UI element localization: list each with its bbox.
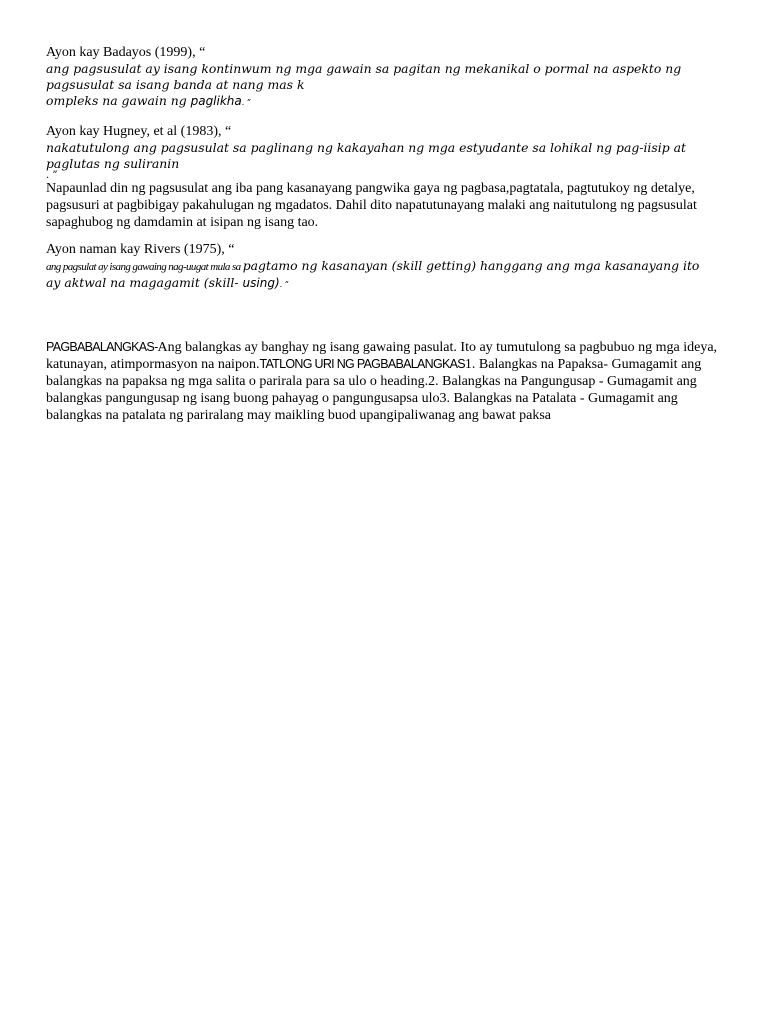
balangkas-types: 1. Balangkas na Papaksa- Gumagamit ang balangkas na papaksa ng mga salita o parirala para sa ulo o heading.2. Balangkas na Pangungusap - Gumagamit ang balangkas pangungusap ng isang buong pahayag o pangungusapsa ulo3. Balangkas na Patalata - Gumagamit ang balangkas na patalata ng pariralang may maikling buod upangipaliwanag ang bawat paksa <box>46 357 702 423</box>
pagbabalangkas-definition: Ang balangkas ay banghay ng isang gawaing pasulat. Ito ay tumutulong sa pagbubuo ng mga ideya, katunayan, atimpormasyon na naipon. <box>46 340 718 372</box>
quote-rivers-line2-a: ay aktwal na magagamit (skill- <box>46 275 243 290</box>
quote-badayos-emphasis: paglikha <box>190 94 242 108</box>
quote-badayos-intro: Ayon kay Badayos (1999), “ <box>46 45 206 60</box>
quote-badayos-line1-tail: k <box>296 77 305 92</box>
quote-rivers-close: . ” <box>279 280 289 289</box>
quote-hugney-close: . ” <box>46 170 58 181</box>
pagbabalangkas-heading: PAGBABALANGKAS- <box>46 340 158 354</box>
quote-hugney <box>46 123 736 180</box>
quote-badayos <box>46 44 736 111</box>
quote-hugney-intro: Ayon kay Hugney, et al (1983), “ <box>46 124 232 139</box>
quote-rivers-emphasis: using) <box>242 276 280 290</box>
quote-rivers-line1-a: ang pagsulat ay isang gawaing nag-uugat mula sa <box>46 261 243 273</box>
paragraph-pagbabalangkas <box>46 339 736 424</box>
quote-badayos-close: . ” <box>241 98 251 107</box>
quote-rivers-line1-b: pagtamo ng kasanayan (skill getting) hanggang ang mga kasanayang ito <box>242 258 700 273</box>
quote-rivers-text <box>46 258 736 293</box>
paragraph-napaunlad: Napaunlad din ng pagsusulat ang iba pang kasanayang pangwika gaya ng pagbasa,pagtatala, pagtutukoy ng detalye, pagsusuri at pagbibigay pakahulugan ng mgadatos. Dahil dito napatutunayang malaki ang naitutulong ng pagsusulat sapaghubog ng damdamin at isipan ng isang tao. <box>46 181 697 230</box>
quote-hugney-text: nakatutulong ang pagsusulat sa paglinang ng kakayahan ng mga estyudante sa lohikal ng pag-iisip at paglutas ng suliranin <box>46 140 686 171</box>
quote-badayos-text <box>46 61 736 111</box>
quote-badayos-line2: ompleks na gawain ng <box>46 93 191 108</box>
document-page <box>46 44 736 424</box>
quote-rivers <box>46 241 736 293</box>
quote-rivers-intro: Ayon naman kay Rivers (1975), “ <box>46 242 235 257</box>
tatlong-uri-heading: TATLONG URI NG PAGBABALANGKAS <box>259 357 465 371</box>
quote-badayos-line1: ang pagsusulat ay isang kontinwum ng mga gawain sa pagitan ng mekanikal o pormal na aspekto ng pagsusulat sa isang banda at nang mas <box>46 61 682 92</box>
